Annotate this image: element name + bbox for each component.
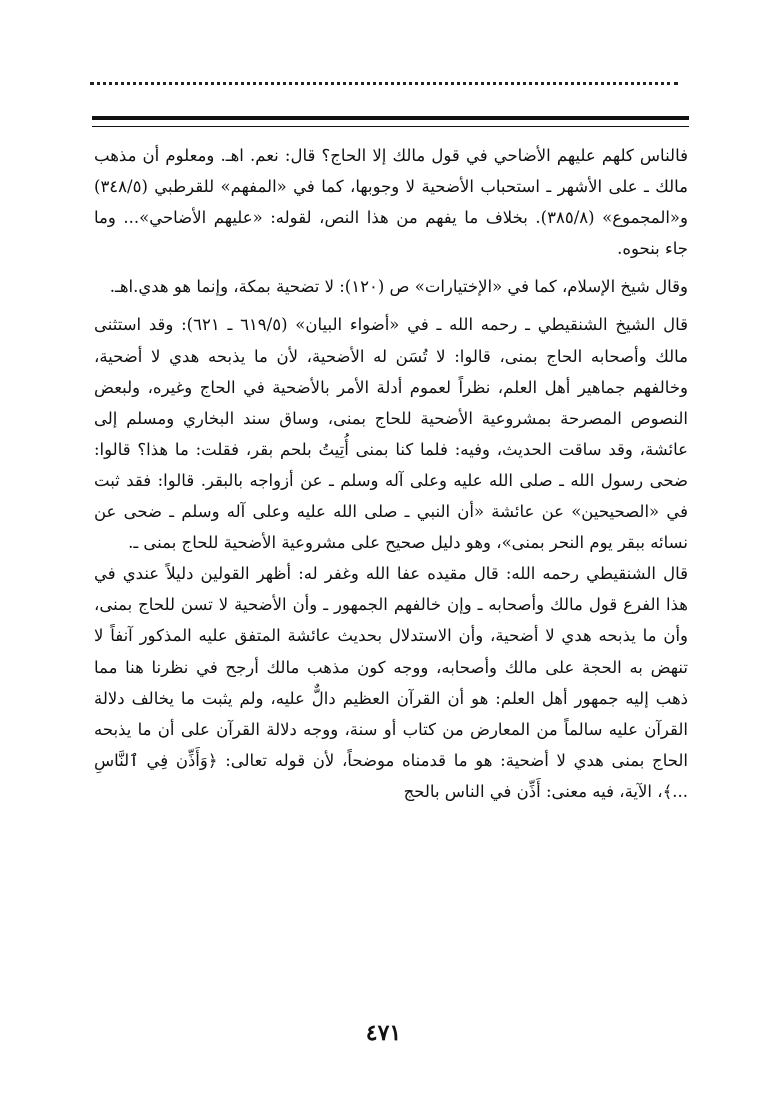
body-text (94, 140, 688, 807)
header-thick-rule (92, 116, 689, 120)
paragraph-4: قال الشنقيطي رحمه الله: قال مقيده عفا الله وغفر له: أظهر القولين دليلاً عندي في هذا الفرع قول مالك وأصحابه ـ وإن خالفهم الجمهور ـ وأن الأضحية لا تسن للحاج بمنى، وأن ما يذبحه هدي لا أضحية، وأن الاستدلال بحديث عائشة المتفق عليه المذكور آنفاً لا تنهض به الحجة على مالك وأصحابه، ووجه كون مذهب مالك أرجح في نظرنا هنا مما ذهب إليه جمهور أهل العلم: هو أن القرآن العظيم دالٌّ عليه، ولم يثبت ما يخالف دلالة القرآن عليه سالماً من المعارض من كتاب أو سنة، ووجه دلالة القرآن على أن ما يذبحه الحاج بمنى هدي لا أضحية: هو ما قدمناه موضحاً، لأن قوله تعالى: ﴿وَأَذِّن فِي ٱلنَّاسِ ...﴾، الآية، فيه معنى: أَذِّن في الناس بالحج (94, 564, 688, 801)
header-dotted-line (90, 82, 678, 85)
paragraph-3: قال الشيخ الشنقيطي ـ رحمه الله ـ في «أضواء البيان» (٦١٩/٥ ـ ٦٢١): وقد استثنى مالك وأصحابه الحاج بمنى، قالوا: لا تُسَن له الأضحية، لأن ما يذبحه هدي لا أضحية، وخالفهم جماهير أهل العلم، نظراً لعموم أدلة الأمر بالأضحية في الحاج وغيره، ولبعض النصوص المصرحة بمشروعية الأضحية للحاج بمنى، وساق سند البخاري ومسلم إلى عائشة، وقد ساقت الحديث، وفيه: فلما كنا بمنى أُتِيتُ بلحم بقر، فقلت: ما هذا؟ قالوا: ضحى رسول الله ـ صلى الله عليه وعلى آله وسلم ـ عن أزواجه بالبقر. قالوا: فقد ثبت في «الصحيحين» عن عائشة «أن النبي ـ صلى الله عليه وعلى آله وسلم ـ ضحى عن نسائه ببقر يوم النحر بمنى»، وهو دليل صحيح على مشروعية الأضحية للحاج بمنى ـ. (94, 315, 688, 553)
page-number: ٤٧١ (365, 1020, 402, 1046)
paragraph-2: وقال شيخ الإسلام، كما في «الإختيارات» ص (١٢٠): لا تضحية بمكة، وإنما هو هدي.اهـ. (109, 277, 688, 297)
paragraph-1: فالناس كلهم عليهم الأضاحي في قول مالك إلا الحاج؟ قال: نعم. اهـ. ومعلوم أن مذهب مالك ـ على الأشهر ـ استحباب الأضحية لا وجوبها، كما في «المفهم» للقرطبي (٣٤٨/٥) و«المجموع» (٣٨٥/٨). بخلاف ما يفهم من هذا النص، لقوله: «عليهم الأضاحي»... وما جاء بنحوه. (94, 146, 688, 259)
header-thin-rule (92, 126, 689, 127)
